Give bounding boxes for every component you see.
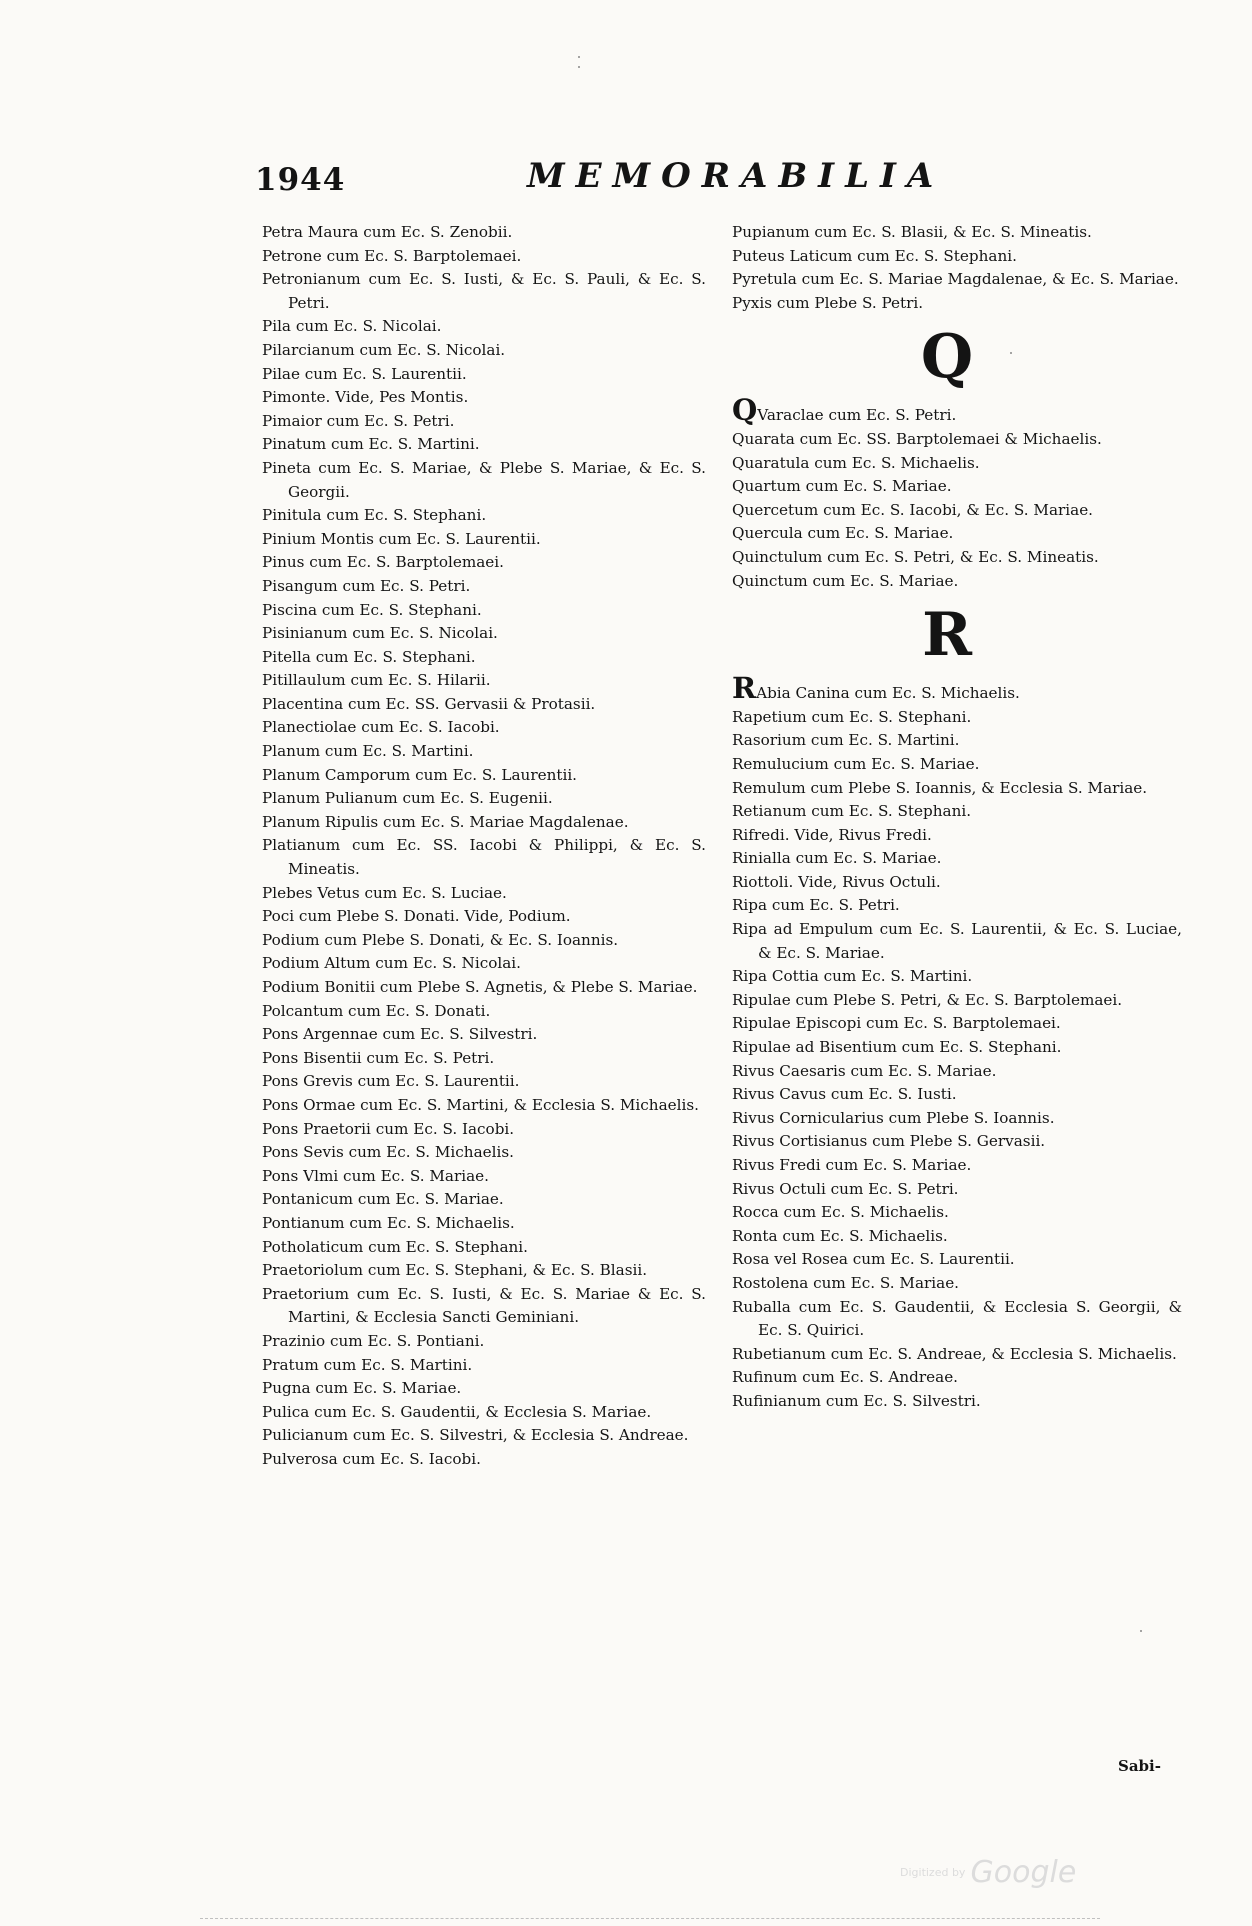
index-entry: Pons Sevis cum Ec. S. Michaelis. — [262, 1143, 514, 1162]
index-entry: Polcantum cum Ec. S. Donati. — [262, 1001, 491, 1020]
index-entry: Pinatum cum Ec. S. Martini. — [262, 435, 480, 454]
watermark-small-text: Digitized by — [900, 1866, 966, 1879]
index-entry: Retianum cum Ec. S. Stephani. — [732, 802, 972, 821]
index-entry: Quinctum cum Ec. S. Mariae. — [732, 571, 959, 590]
index-entry: Pitillaulum cum Ec. S. Hilarii. — [262, 671, 491, 690]
index-entry: Pisangum cum Ec. S. Petri. — [262, 576, 471, 595]
scan-bottom-edge — [200, 1918, 1100, 1920]
index-entry: Rubetianum cum Ec. S. Andreae, & Ecclesia S. Michaelis. — [732, 1344, 1177, 1363]
ink-speck — [1140, 1630, 1142, 1632]
index-entry: Pupianum cum Ec. S. Blasii, & Ec. S. Mineatis. — [732, 223, 1092, 241]
index-entry: Pulica cum Ec. S. Gaudentii, & Ecclesia S. Mariae. — [262, 1402, 652, 1421]
first-entry-text-q: Varaclae cum Ec. S. Petri. — [757, 406, 957, 425]
index-entry: Rivus Cavus cum Ec. S. Iusti. — [732, 1085, 957, 1104]
index-entry: Ripa ad Empulum cum Ec. S. Laurentii, & Ec. S. Luciae, & Ec. S. Mariae. — [732, 920, 1182, 962]
left-column — [262, 221, 706, 1471]
ink-speck — [1010, 352, 1012, 354]
index-entry: Rapetium cum Ec. S. Stephani. — [732, 707, 972, 726]
index-entry: Petronianum cum Ec. S. Iusti, & Ec. S. Pauli, & Ec. S. Petri. — [262, 270, 706, 312]
index-entry: Rivus Cortisianus cum Plebe S. Gervasii. — [732, 1132, 1046, 1151]
index-entry: Remulum cum Plebe S. Ioannis, & Ecclesia S. Mariae. — [732, 778, 1148, 797]
index-entry: Rifredi. Vide, Rivus Fredi. — [732, 825, 932, 844]
index-entry: Rosa vel Rosea cum Ec. S. Laurentii. — [732, 1250, 1015, 1269]
index-entry: Remulucium cum Ec. S. Mariae. — [732, 754, 980, 773]
index-entry: Rivus Cornicularius cum Plebe S. Ioannis. — [732, 1108, 1055, 1127]
index-entry: Planum Pulianum cum Ec. S. Eugenii. — [262, 789, 553, 808]
index-entry: Riottoli. Vide, Rivus Octuli. — [732, 872, 941, 891]
index-entry: Pons Vlmi cum Ec. S. Mariae. — [262, 1166, 489, 1185]
ink-speck — [578, 66, 580, 68]
drop-initial-q: Q — [732, 393, 758, 428]
index-entry: Quarata cum Ec. SS. Barptolemaei & Michaelis. — [732, 429, 1102, 448]
index-entry: Pugna cum Ec. S. Mariae. — [262, 1379, 462, 1398]
page-header — [255, 156, 1015, 206]
index-entry: Pinium Montis cum Ec. S. Laurentii. — [262, 529, 541, 548]
index-entry: Planum Camporum cum Ec. S. Laurentii. — [262, 765, 578, 784]
index-entry: Ripa cum Ec. S. Petri. — [732, 896, 900, 915]
watermark-brand: Google — [970, 1855, 1077, 1890]
index-entry: Quercula cum Ec. S. Mariae. — [732, 524, 954, 543]
index-entry: Pulverosa cum Ec. S. Iacobi. — [262, 1449, 481, 1468]
index-entry: Piscina cum Ec. S. Stephani. — [262, 600, 482, 619]
index-entry: Poci cum Plebe S. Donati. Vide, Podium. — [262, 907, 571, 926]
index-entry: Placentina cum Ec. SS. Gervasii & Protasii. — [262, 694, 596, 713]
index-entry: Pisinianum cum Ec. S. Nicolai. — [262, 624, 498, 643]
index-entry: Quartum cum Ec. S. Mariae. — [732, 477, 952, 496]
index-entry: Petra Maura cum Ec. S. Zenobii. — [262, 223, 513, 241]
index-entry: Ripulae ad Bisentium cum Ec. S. Stephani. — [732, 1038, 1062, 1057]
entries-p-continued — [732, 221, 1182, 315]
index-entry: Pons Ormae cum Ec. S. Martini, & Ecclesia S. Michaelis. — [262, 1095, 699, 1114]
index-entry: Pyretula cum Ec. S. Mariae Magdalenae, & Ec. S. Mariae. — [732, 270, 1179, 289]
index-entry: Ronta cum Ec. S. Michaelis. — [732, 1226, 948, 1245]
index-entry: Plebes Vetus cum Ec. S. Luciae. — [262, 883, 507, 902]
index-entry: Podium Bonitii cum Plebe S. Agnetis, & Plebe S. Mariae. — [262, 978, 698, 996]
index-entry: Rivus Octuli cum Ec. S. Petri. — [732, 1179, 959, 1198]
section-letter-q: Q — [920, 322, 974, 393]
index-entry: Rufinianum cum Ec. S. Silvestri. — [732, 1391, 981, 1410]
index-entry: Puteus Laticum cum Ec. S. Stephani. — [732, 246, 1017, 265]
index-entry: Pitella cum Ec. S. Stephani. — [262, 647, 476, 666]
index-entry: Platianum cum Ec. SS. Iacobi & Philippi, & Ec. S. Mineatis. — [262, 836, 706, 879]
running-title: MEMORABILIA — [527, 156, 945, 196]
index-entry: Podium Altum cum Ec. S. Nicolai. — [262, 954, 521, 973]
index-entry: Pons Argennae cum Ec. S. Silvestri. — [262, 1025, 538, 1044]
index-entry: Quercetum cum Ec. S. Iacobi, & Ec. S. Mariae. — [732, 500, 1094, 519]
index-entry: Pimaior cum Ec. S. Petri. — [262, 411, 455, 430]
catchword: Sabi- — [1118, 1757, 1161, 1775]
index-entry: Pilarcianum cum Ec. S. Nicolai. — [262, 340, 506, 359]
index-entry: Planum Ripulis cum Ec. S. Mariae Magdalenae. — [262, 812, 629, 831]
index-entry: Pimonte. Vide, Pes Montis. — [262, 388, 469, 407]
index-entry: Quaratula cum Ec. S. Michaelis. — [732, 453, 980, 472]
index-entry: Pontianum cum Ec. S. Michaelis. — [262, 1213, 515, 1232]
index-entry: Praetorium cum Ec. S. Iusti, & Ec. S. Mariae & Ec. S. Martini, & Ecclesia Sancti Geminiani. — [262, 1284, 706, 1327]
index-entry: Pinus cum Ec. S. Barptolemaei. — [262, 553, 504, 572]
first-entry-text-r: Abia Canina cum Ec. S. Michaelis. — [756, 684, 1020, 703]
index-entry: Pratum cum Ec. S. Martini. — [262, 1355, 473, 1374]
entries-r — [732, 706, 1182, 1414]
index-entry: Pulicianum cum Ec. S. Silvestri, & Ecclesia S. Andreae. — [262, 1426, 689, 1445]
index-entry: Pyxis cum Plebe S. Petri. — [732, 293, 924, 312]
index-entry: Pila cum Ec. S. Nicolai. — [262, 317, 442, 336]
index-entry: Podium cum Plebe S. Donati, & Ec. S. Ioannis. — [262, 930, 619, 949]
drop-initial-r: R — [732, 671, 757, 706]
entries-q — [732, 428, 1182, 593]
ink-speck — [578, 56, 580, 58]
index-entry: Pilae cum Ec. S. Laurentii. — [262, 364, 467, 383]
index-entry: Pons Bisentii cum Ec. S. Petri. — [262, 1048, 495, 1067]
index-entry: Ripulae Episcopi cum Ec. S. Barptolemaei. — [732, 1014, 1061, 1033]
index-entry: Ripa Cottia cum Ec. S. Martini. — [732, 967, 973, 986]
index-entry: Prazinio cum Ec. S. Pontiani. — [262, 1331, 485, 1350]
index-entry: Pineta cum Ec. S. Mariae, & Plebe S. Mariae, & Ec. S. Georgii. — [262, 458, 706, 501]
index-entry: Petrone cum Ec. S. Barptolemaei. — [262, 246, 522, 265]
index-entry: Pons Praetorii cum Ec. S. Iacobi. — [262, 1119, 515, 1138]
index-entry: Rocca cum Ec. S. Michaelis. — [732, 1203, 949, 1222]
index-entry: Ripulae cum Plebe S. Petri, & Ec. S. Barptolemaei. — [732, 990, 1123, 1009]
index-entry: Pinitula cum Ec. S. Stephani. — [262, 506, 487, 525]
section-letter-r: R — [922, 600, 972, 671]
index-entry: Ruballa cum Ec. S. Gaudentii, & Ecclesia S. Georgii, & Ec. S. Quirici. — [732, 1297, 1182, 1340]
index-entry: Planectiolae cum Ec. S. Iacobi. — [262, 718, 500, 737]
first-entry-r — [732, 671, 1182, 706]
index-entry: Rasorium cum Ec. S. Martini. — [732, 731, 960, 750]
index-entry: Planum cum Ec. S. Martini. — [262, 742, 474, 761]
index-entry: Pontanicum cum Ec. S. Mariae. — [262, 1190, 504, 1209]
page-number: 1944 — [255, 162, 346, 198]
index-entry: Rivus Fredi cum Ec. S. Mariae. — [732, 1156, 972, 1174]
first-entry-q — [732, 393, 1182, 428]
right-column — [732, 221, 1182, 1414]
index-entry: Rinialla cum Ec. S. Mariae. — [732, 849, 942, 868]
index-entry: Quinctulum cum Ec. S. Petri, & Ec. S. Mineatis. — [732, 547, 1099, 566]
index-entry: Potholaticum cum Ec. S. Stephani. — [262, 1237, 528, 1256]
index-entry: Rostolena cum Ec. S. Mariae. — [732, 1273, 960, 1292]
digitization-watermark — [900, 1855, 1076, 1890]
index-entry: Rivus Caesaris cum Ec. S. Mariae. — [732, 1061, 997, 1080]
index-entry: Pons Grevis cum Ec. S. Laurentii. — [262, 1072, 520, 1091]
index-entry: Rufinum cum Ec. S. Andreae. — [732, 1368, 959, 1387]
index-entry: Praetoriolum cum Ec. S. Stephani, & Ec. S. Blasii. — [262, 1261, 648, 1280]
